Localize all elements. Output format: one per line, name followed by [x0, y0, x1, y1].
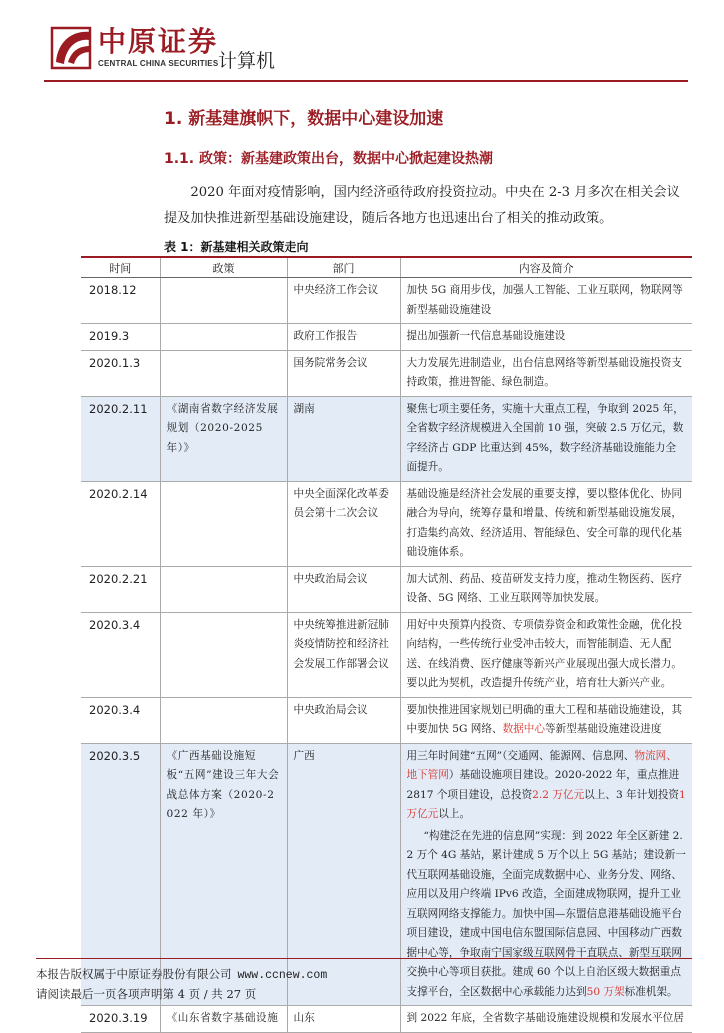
column-header-content: 内容及简介 — [400, 258, 692, 278]
row-department: 湖南 — [287, 396, 400, 481]
row-content: 大力发展先进制造业，出台信息网络等新型基础设施投资支持政策，推进智能、绿色制造。 — [400, 350, 692, 396]
table-row — [81, 1006, 692, 1033]
row-policy — [160, 324, 287, 351]
content-text: 标准机架。 — [624, 985, 678, 998]
logo-icon — [46, 22, 94, 72]
sector-label: 计算机 — [218, 50, 276, 72]
header-divider — [44, 80, 688, 82]
row-content: 加大试剂、药品、疫苗研发支持力度，推动生物医药、医疗设备、5G 网络、工业互联网等加快发展。 — [400, 566, 692, 612]
content-paragraph — [407, 747, 687, 825]
table-row — [81, 612, 692, 697]
row-date: 2018.12 — [81, 278, 160, 324]
table-row — [81, 697, 692, 743]
highlight-text: 物流网、地下管网 — [406, 749, 677, 781]
highlight-text: 2.2 万亿元 — [532, 788, 585, 801]
table-row — [81, 324, 692, 351]
column-header-policy: 政策 — [160, 258, 287, 278]
table-caption: 表 1：新基建相关政策走向 — [164, 240, 309, 254]
page-header — [0, 0, 724, 80]
row-content: 用好中央预算内投资、专项债券资金和政策性金融，优化投向结构，一些传统行业受冲击较大，而智能制造、无人配送、在线消费、医疗健康等新兴产业展现出强大成长潜力。要以此为契机，改造提升传统产业，培育壮大新兴产业。 — [400, 612, 692, 697]
content-text: ）基础设施项目建设。2020-2022 年，重点推进 2817 个项目建设，总投资 — [406, 769, 680, 801]
row-date: 2020.3.5 — [81, 743, 160, 1006]
row-department: 广西 — [287, 743, 400, 1006]
brand-name-en: CENTRAL CHINA SECURITIES — [98, 59, 219, 68]
column-header-date: 时间 — [81, 258, 160, 278]
row-content: 到 2022 年底，全省数字基础设施建设规模和发展水平位居 — [400, 1006, 692, 1033]
row-department: 中央经济工作会议 — [287, 278, 400, 324]
footer-copyright — [36, 966, 327, 982]
row-date: 2020.2.14 — [81, 481, 160, 566]
row-date: 2020.3.4 — [81, 697, 160, 743]
content-text: “构建泛在先进的信息网”实现：到 2022 年全区新建 2.2 万个 4G 基站，累计建成 5 万个以上 5G 基站；建设新一代互联网基础设施，全面完成数据中心、业务分发、网络、应用以及用户终端 IPv6 改造，全面建成物联网，提升工业互联网网络支撑能力。加快中国—东盟信息港基础设施平台项目建设，建成中国电信东盟国际信息园、中国移动广西数据中心等，争取南宁国家级互联网骨干直联点、新型互联网交换中心等项目获批。建成 60 个以上自治区级大数据重点支撑平台，全区数据中心承载能力达到 — [406, 829, 686, 998]
row-content: 聚焦七项主要任务，实施十大重点工程，争取到 2025 年，全省数字经济规模进入全国前 10 强，突破 2.5 万亿元，数字经济占 GDP 比重达到 45%，数字经济基础设施能力全面提升。 — [400, 396, 692, 481]
brand-name: 中原证券 — [98, 25, 219, 58]
row-policy: 《山东省数字基础设施 — [160, 1006, 287, 1033]
content-text: 要加快推进国家规划已明确的重大工程和基础设施建设，其中要加快 5G 网络、 — [406, 703, 682, 735]
row-date: 2020.1.3 — [81, 350, 160, 396]
row-policy: 《广西基础设施短板“五网”建设三年大会战总体方案（2020-2022 年）》 — [160, 743, 287, 1006]
content-text: 用三年时间建“五网”（交通网、能源网、信息网、 — [406, 749, 635, 762]
row-policy — [160, 278, 287, 324]
row-content: 加快 5G 商用步伐，加强人工智能、工业互联网，物联网等新型基础设施建设 — [400, 278, 692, 324]
table-row — [81, 278, 692, 324]
footer-divider — [36, 958, 692, 959]
highlight-text: 50 万架 — [586, 985, 625, 998]
website-link[interactable]: www.ccnew.com — [237, 969, 328, 982]
highlight-text: 数据中心 — [502, 723, 545, 735]
row-date: 2020.2.11 — [81, 396, 160, 481]
copyright-text: 本报告版权属于中原证券股份有限公司 — [36, 967, 232, 981]
content-paragraph — [407, 827, 687, 1003]
content-text: 以上、3 年计划投资 — [584, 788, 680, 801]
content-text: 等新型基础设施建设进度 — [544, 723, 662, 735]
row-date: 2020.3.4 — [81, 612, 160, 697]
column-header-department: 部门 — [287, 258, 400, 278]
row-date: 2020.3.19 — [81, 1006, 160, 1033]
row-department: 国务院常务会议 — [287, 350, 400, 396]
row-content — [400, 697, 692, 743]
table-header-row — [81, 258, 692, 278]
highlight-text: 1 万亿元 — [406, 788, 686, 820]
section-heading: 1. 新基建旗帜下，数据中心建设加速 — [164, 109, 444, 129]
content-text: 以上。 — [438, 808, 471, 820]
row-date: 2020.2.21 — [81, 566, 160, 612]
row-department: 中央全面深化改革委员会第十二次会议 — [287, 481, 400, 566]
table-row — [81, 350, 692, 396]
row-content: 提出加强新一代信息基础设施建设 — [400, 324, 692, 351]
row-content: 基础设施是经济社会发展的重要支撑，要以整体优化、协同融合为导向，统筹存量和增量、传统和新型基础设施发展，打造集约高效、经济适用、智能绿色、安全可靠的现代化基础设施体系。 — [400, 481, 692, 566]
row-department: 中央政治局会议 — [287, 697, 400, 743]
row-policy — [160, 481, 287, 566]
row-policy — [160, 350, 287, 396]
table-row — [81, 566, 692, 612]
row-policy: 《湖南省数字经济发展规划（2020-2025 年）》 — [160, 396, 287, 481]
footer-disclaimer: 请阅读最后一页各项声明第 4 页 / 共 27 页 — [36, 987, 257, 1001]
row-date: 2019.3 — [81, 324, 160, 351]
row-department: 中央政治局会议 — [287, 566, 400, 612]
row-policy — [160, 612, 287, 697]
subsection-heading: 1.1. 政策：新基建政策出台，数据中心掀起建设热潮 — [164, 151, 493, 167]
row-policy — [160, 697, 287, 743]
row-department: 中央统筹推进新冠肺炎疫情防控和经济社会发展工作部署会议 — [287, 612, 400, 697]
row-department: 山东 — [287, 1006, 400, 1033]
intro-paragraph: 2020 年面对疫情影响，国内经济亟待政府投资拉动。中央在 2-3 月多次在相关会议提及加快推进新型基础设施建设，随后各地方也迅速出台了相关的推动政策。 — [164, 185, 680, 226]
row-content — [400, 743, 692, 1006]
row-department: 政府工作报告 — [287, 324, 400, 351]
table-row — [81, 396, 692, 481]
table-row — [81, 481, 692, 566]
row-policy — [160, 566, 287, 612]
